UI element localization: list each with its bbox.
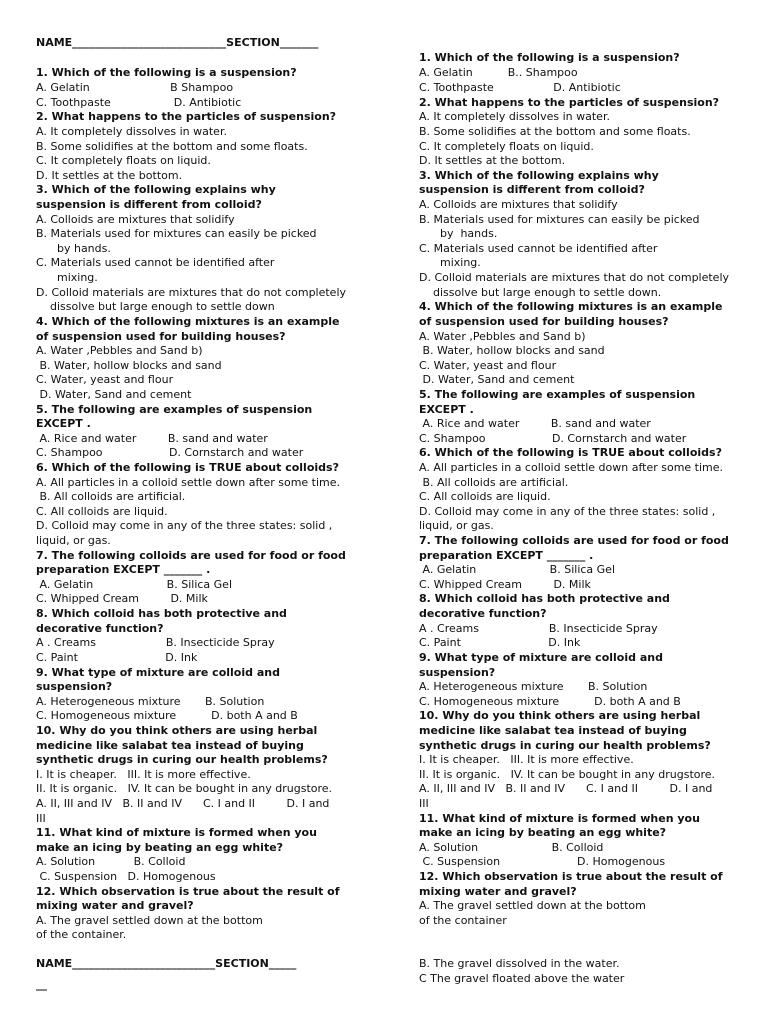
question-line: 1. Which of the following is a suspension?	[419, 51, 680, 64]
question-line: 4. Which of the following mixtures is an example	[36, 315, 340, 328]
text-line: II. It is organic. IV. It can be bought in any drugstore.	[419, 768, 716, 781]
text-line: C. Suspension D. Homogenous	[419, 855, 666, 868]
question-line: preparation EXCEPT _______ .	[36, 563, 211, 576]
question-line: 12. Which observation is true about the result of	[419, 870, 723, 883]
text-line: A. The gravel settled down at the bottom	[36, 914, 263, 927]
text-line: C. Whipped Cream D. Milk	[36, 592, 208, 605]
question-line: EXCEPT .	[36, 417, 91, 430]
text-line: A. Rice and water B. sand and water	[419, 417, 651, 430]
text-line: A. Water ,Pebbles and Sand b)	[36, 344, 203, 357]
text-line: C. Water, yeast and flour	[419, 359, 557, 372]
question-line: suspension?	[36, 680, 113, 693]
text-line: D. Water, Sand and cement	[419, 373, 575, 386]
text-line: C. All colloids are liquid.	[419, 490, 551, 503]
question-line: __	[36, 978, 47, 991]
text-line: liquid, or gas.	[419, 519, 494, 532]
text-line: B. Materials used for mixtures can easily be picked	[419, 213, 700, 226]
question-line: 5. The following are examples of suspension	[419, 388, 696, 401]
text-line: D. Water, Sand and cement	[36, 388, 192, 401]
text-line: C. Toothpaste D. Antibiotic	[419, 81, 621, 94]
text-line: A. All particles in a colloid settle down after some time.	[419, 461, 724, 474]
text-line: B. Materials used for mixtures can easily be picked	[36, 227, 317, 240]
text-line: A. The gravel settled down at the bottom	[419, 899, 646, 912]
question-line: make an icing by beating an egg white?	[419, 826, 667, 839]
text-line: of the container	[419, 914, 507, 927]
question-line: 4. Which of the following mixtures is an example	[419, 300, 723, 313]
question-line: synthetic drugs in curing our health problems?	[36, 753, 328, 766]
question-line: suspension?	[419, 666, 496, 679]
question-line: make an icing by beating an egg white?	[36, 841, 284, 854]
text-line: C. It completely floats on liquid.	[36, 154, 211, 167]
text-line: A. It completely dissolves in water.	[419, 110, 610, 123]
text-line: D. Colloid materials are mixtures that do not completely	[419, 271, 730, 284]
question-line: NAME__________________________SECTION_____	[36, 957, 297, 970]
text-line: C. Whipped Cream D. Milk	[419, 578, 591, 591]
question-line: NAME____________________________SECTION_______	[36, 36, 319, 49]
text-line: II. It is organic. IV. It can be bought in any drugstore.	[36, 782, 333, 795]
text-line: of the container.	[36, 928, 127, 941]
question-line: EXCEPT .	[419, 403, 474, 416]
text-line: D. Colloid materials are mixtures that do not completely	[36, 286, 347, 299]
text-line: C. Shampoo D. Cornstarch and water	[36, 446, 304, 459]
text-line: A. Gelatin B. Silica Gel	[419, 563, 616, 576]
question-line: mixing water and gravel?	[419, 885, 577, 898]
text-line: A . Creams B. Insecticide Spray	[36, 636, 275, 649]
text-line: C. Materials used cannot be identified after	[36, 256, 275, 269]
text-line: A. II, III and IV B. II and IV C. I and II D. I and	[419, 782, 713, 795]
text-line: A. Water ,Pebbles and Sand b)	[419, 330, 586, 343]
question-line: 8. Which colloid has both protective and	[419, 592, 670, 605]
question-line: suspension is different from colloid?	[419, 183, 645, 196]
question-line: 10. Why do you think others are using herbal	[36, 724, 318, 737]
text-line: A. Heterogeneous mixture B. Solution	[419, 680, 648, 693]
text-line: D. Colloid may come in any of the three states: solid ,	[419, 505, 716, 518]
text-line: A. Colloids are mixtures that solidify	[36, 213, 235, 226]
question-line: 11. What kind of mixture is formed when you	[419, 812, 700, 825]
question-line: 2. What happens to the particles of suspension?	[419, 96, 720, 109]
question-line: 3. Which of the following explains why	[36, 183, 276, 196]
text-line: C The gravel floated above the water	[419, 972, 625, 985]
question-line: 12. Which observation is true about the result of	[36, 885, 340, 898]
text-line: D. It settles at the bottom.	[419, 154, 566, 167]
text-line: C. It completely floats on liquid.	[419, 140, 594, 153]
text-line: dissolve but large enough to settle down.	[419, 286, 662, 299]
question-line: 9. What type of mixture are colloid and	[36, 666, 280, 679]
text-line: C. Homogeneous mixture D. both A and B	[419, 695, 681, 708]
text-line: liquid, or gas.	[36, 534, 111, 547]
text-line: C. Paint D. Ink	[419, 636, 581, 649]
text-line: A . Creams B. Insecticide Spray	[419, 622, 658, 635]
text-line: by hands.	[419, 227, 498, 240]
text-line: B. Water, hollow blocks and sand	[36, 359, 222, 372]
question-line: 5. The following are examples of suspension	[36, 403, 313, 416]
text-line: A. Solution B. Colloid	[419, 841, 604, 854]
text-line: B. Water, hollow blocks and sand	[419, 344, 605, 357]
question-line: 2. What happens to the particles of suspension?	[36, 110, 337, 123]
question-line: 8. Which colloid has both protective and	[36, 607, 287, 620]
text-line: III	[419, 797, 429, 810]
text-line: I. It is cheaper. III. It is more effective.	[419, 753, 634, 766]
text-line: A. Colloids are mixtures that solidify	[419, 198, 618, 211]
question-line: medicine like salabat tea instead of buying	[36, 739, 304, 752]
text-line: A. Solution B. Colloid	[36, 855, 186, 868]
text-line: by hands.	[36, 242, 111, 255]
question-line: 1. Which of the following is a suspension?	[36, 66, 297, 79]
text-line: A. Rice and water B. sand and water	[36, 432, 268, 445]
text-line: A. Gelatin B Shampoo	[36, 81, 234, 94]
text-line: A. All particles in a colloid settle down after some time.	[36, 476, 341, 489]
text-line: B. All colloids are artificial.	[419, 476, 569, 489]
text-line: D. It settles at the bottom.	[36, 169, 183, 182]
question-line: of suspension used for building houses?	[419, 315, 669, 328]
text-line: B. All colloids are artificial.	[36, 490, 186, 503]
question-line: decorative function?	[36, 622, 164, 635]
text-line: C. Toothpaste D. Antibiotic	[36, 96, 242, 109]
text-line: A. Gelatin B.. Shampoo	[419, 66, 578, 79]
question-line: 3. Which of the following explains why	[419, 169, 659, 182]
text-line: B. Some solidifies at the bottom and some floats.	[419, 125, 691, 138]
text-line: mixing.	[419, 256, 481, 269]
text-line: C. Shampoo D. Cornstarch and water	[419, 432, 687, 445]
question-line: medicine like salabat tea instead of buying	[419, 724, 687, 737]
text-line: C. Paint D. Ink	[36, 651, 198, 664]
question-line: 7. The following colloids are used for food or food	[36, 549, 346, 562]
question-line: preparation EXCEPT _______ .	[419, 549, 594, 562]
text-line: C. Water, yeast and flour	[36, 373, 174, 386]
question-line: 10. Why do you think others are using herbal	[419, 709, 701, 722]
question-line: synthetic drugs in curing our health problems?	[419, 739, 711, 752]
question-line: 6. Which of the following is TRUE about colloids?	[419, 446, 722, 459]
text-line: A. It completely dissolves in water.	[36, 125, 227, 138]
question-line: 6. Which of the following is TRUE about colloids?	[36, 461, 339, 474]
text-line: C. Homogeneous mixture D. both A and B	[36, 709, 298, 722]
text-line: I. It is cheaper. III. It is more effective.	[36, 768, 251, 781]
text-line: mixing.	[36, 271, 98, 284]
question-line: suspension is different from colloid?	[36, 198, 262, 211]
text-line: dissolve but large enough to settle down	[36, 300, 275, 313]
text-line: C. All colloids are liquid.	[36, 505, 168, 518]
text-line: A. II, III and IV B. II and IV C. I and II D. I and	[36, 797, 330, 810]
question-line: 9. What type of mixture are colloid and	[419, 651, 663, 664]
text-line: A. Heterogeneous mixture B. Solution	[36, 695, 265, 708]
text-line: B. Some solidifies at the bottom and some floats.	[36, 140, 308, 153]
text-line: A. Gelatin B. Silica Gel	[36, 578, 233, 591]
text-line: III	[36, 812, 46, 825]
text-line: D. Colloid may come in any of the three states: solid ,	[36, 519, 333, 532]
text-line: C. Suspension D. Homogenous	[36, 870, 216, 883]
question-line: decorative function?	[419, 607, 547, 620]
question-line: 7. The following colloids are used for food or food	[419, 534, 729, 547]
text-line: B. The gravel dissolved in the water.	[419, 957, 620, 970]
question-line: 11. What kind of mixture is formed when you	[36, 826, 317, 839]
question-line: mixing water and gravel?	[36, 899, 194, 912]
question-line: of suspension used for building houses?	[36, 330, 286, 343]
text-line: C. Materials used cannot be identified after	[419, 242, 658, 255]
